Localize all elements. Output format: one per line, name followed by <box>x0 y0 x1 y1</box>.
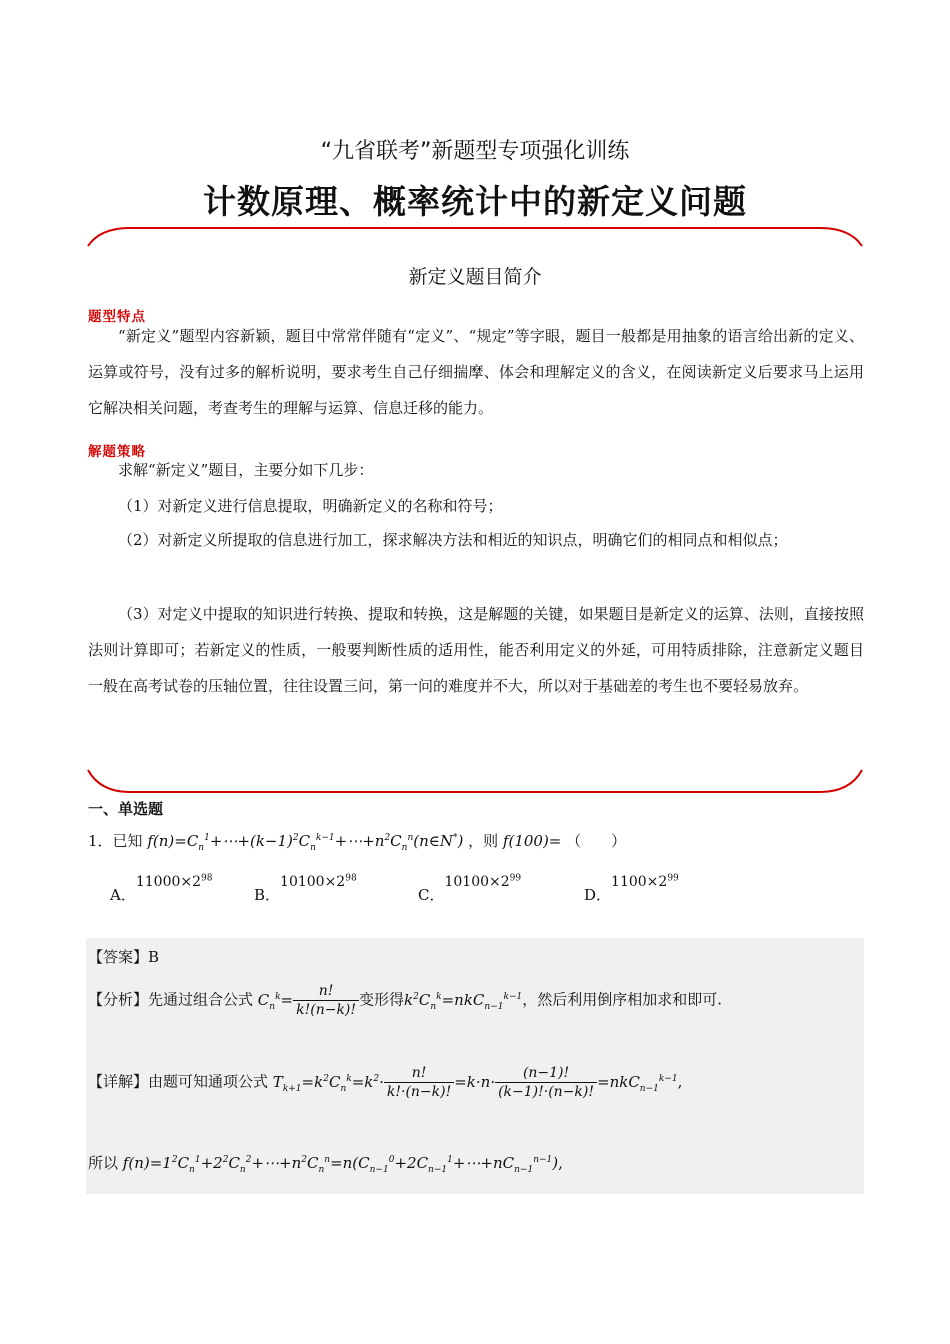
question-1-blank: （ ） <box>566 832 627 850</box>
strategy-intro: 求解“新定义”题目，主要分如下几步： <box>118 461 374 479</box>
answer-line: 【答案】B <box>88 948 160 966</box>
option-b-exp: 98 <box>345 873 357 884</box>
option-a-expr: 11000×2 <box>135 874 202 890</box>
top-decorative-arc <box>80 226 870 266</box>
option-c-expr: 10100×2 <box>444 874 510 890</box>
analysis-formula-1: $C_n^k=$ $\frac{n!}{k!(n-k)!}$ <box>258 991 359 1009</box>
detail-formula: $T_{k+1}=k^2C_n^k=k^2\cdot$ $\frac{n!}{k!\cdot(n-k)!}$ =k·n· $\frac{(n-1)!}{(k-1)!\cdot(n-k)!}$ =nkC$_{n-1}^{k-1}$ <box>272 1065 678 1100</box>
option-c-label: C． <box>418 886 445 904</box>
question-1-formula: $f(n)=C_n^1+\cdots+(k-1)^2C_n^{k-1}+\cdots+n^2C_n^n(n\in N^*)$ <box>147 832 469 853</box>
single-choice-heading: 一、单选题 <box>88 800 164 818</box>
option-d-expr: 1100×2 <box>611 874 668 890</box>
strategy-label: 解题策略 <box>88 444 146 460</box>
analysis-formula-2: $k^2C_n^k=nkC_{n-1}^{k-1}$ <box>404 990 523 1012</box>
detail-label: 【详解】由题可知通项公式 <box>88 1072 269 1091</box>
option-a-label: A． <box>110 886 136 904</box>
detail-line: 【详解】由题可知通项公式 $T_{k+1}=k^2C_n^k=k^2\cdot$ $\frac{n!}{k!\cdot(n-k)!}$ =k·n· $\frac{(n-1)!}{(k-1)!\cdot(n-k)!}$ =nkC$_{n-1}^{k-1}$, <box>88 1065 683 1100</box>
document-subtitle: “九省联考”新题型专项强化训练 <box>320 139 630 164</box>
feature-label: 题型特点 <box>88 309 146 325</box>
so-formula: $f(n)=1^2C_n^1+2^2C_n^2+\cdots+n^2C_n^n=n(C_{n-1}^0+2C_{n-1}^1+\cdots+nC_{n-1}^{n-1})$ <box>122 1154 559 1175</box>
analysis-mid: 变形得 <box>359 990 405 1009</box>
strategy-step-2: （2）对新定义所提取的信息进行加工，探求解决方法和相近的知识点，明确它们的相同点和相似点； <box>118 531 788 549</box>
analysis-line <box>88 982 722 1019</box>
bottom-decorative-arc <box>80 758 870 798</box>
question-1 <box>88 830 626 853</box>
option-b-label: B． <box>254 886 281 904</box>
option-b-expr: 10100×2 <box>280 874 346 890</box>
so-label: 所以 <box>88 1154 119 1172</box>
document-title: 计数原理、概率统计中的新定义问题 <box>203 182 747 221</box>
intro-section-title: 新定义题目简介 <box>408 266 542 288</box>
analysis-end: ，然后利用倒序相加求和即可. <box>522 990 722 1009</box>
option-a-exp: 98 <box>201 873 213 884</box>
question-1-number: 1．已知 <box>88 832 143 850</box>
strategy-step-1: （1）对新定义进行信息提取，明确新定义的名称和符号； <box>118 497 503 515</box>
question-1-then: ，则 <box>468 832 499 850</box>
option-d-exp: 99 <box>667 873 679 884</box>
analysis-label: 【分析】先通过组合公式 <box>88 990 254 1009</box>
so-line: 所以 $f(n)=1^2C_n^1+2^2C_n^2+\cdots+n^2C_n^n=n(C_{n-1}^0+2C_{n-1}^1+\cdots+nC_{n-1}^{n-1})$, <box>88 1154 563 1175</box>
option-c-exp: 99 <box>509 873 522 884</box>
question-1-target: f(100)= <box>502 832 562 850</box>
option-d-label: D． <box>584 886 612 904</box>
strategy-step-3: （3）对定义中提取的知识进行转换、提取和转换，这是解题的关键，如果题目是新定义的运算、法则，直接按照法则计算即可；若新定义的性质，一般要判断性质的适用性，能否利用定义的外延，可用特质排除，注意新定义题目一般在高考试卷的压轴位置，往往设置三问，第一问的难度并不大，所以对于基础差的考生也不要轻易放弃。 <box>88 605 864 695</box>
feature-paragraph: “新定义”题型内容新颖，题目中常常伴随有“定义”、“规定”等字眼，题目一般都是用抽象的语言给出新的定义、运算或符号，没有过多的解析说明，要求考生自己仔细揣摩、体会和理解定义的含义，在阅读新定义后要求马上运用它解决相关问题，考查考生的理解与运算、信息迁移的能力。 <box>88 327 864 417</box>
